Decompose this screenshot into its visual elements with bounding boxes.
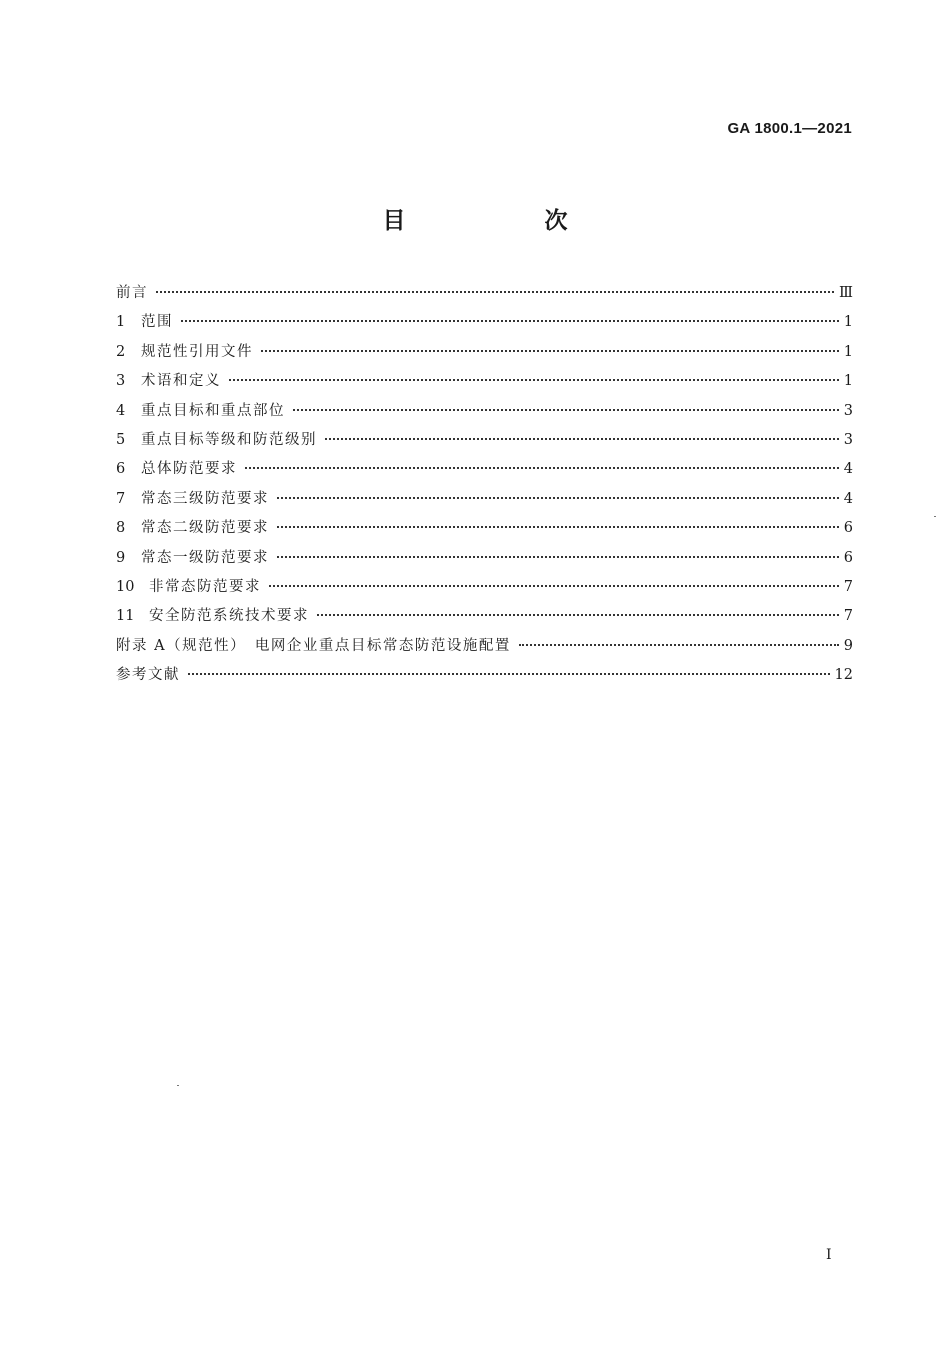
toc-entry-page: 4 [843, 490, 853, 507]
toc-entry-number: 11 [116, 608, 135, 625]
toc-entry-number: 6 [116, 461, 126, 478]
toc-entry-label: 术语和定义 [141, 373, 221, 390]
toc-entry-label: 常态二级防范要求 [141, 520, 269, 537]
dot-leader [261, 350, 839, 352]
toc-entry-page: 7 [843, 578, 853, 595]
toc-entry-5[interactable] [116, 426, 853, 455]
toc-entry-page: 1 [843, 373, 853, 390]
dot-leader [269, 585, 839, 587]
dot-leader [277, 497, 839, 499]
toc-entry-label: 常态三级防范要求 [141, 490, 269, 507]
toc-entry-page: 9 [843, 637, 853, 654]
dot-leader [519, 644, 839, 646]
dot-leader [245, 467, 839, 469]
toc-entry-number: 10 [116, 578, 135, 595]
toc-entry-3[interactable] [116, 367, 853, 396]
dot-leader [156, 291, 834, 293]
dot-leader [277, 526, 839, 528]
toc-entry-9[interactable] [116, 544, 853, 573]
toc-entry-number: 5 [116, 431, 126, 448]
dot-leader [277, 556, 839, 558]
scan-speck [934, 516, 936, 517]
toc-entry-page: 3 [843, 431, 853, 448]
toc-entry-label: 常态一级防范要求 [141, 549, 269, 566]
toc-entry-page: 6 [843, 549, 853, 566]
toc-entry-7[interactable] [116, 485, 853, 514]
toc-entry-page: 12 [834, 667, 853, 684]
toc-entry-number: 9 [116, 549, 126, 566]
toc-entry-number: 1 [116, 314, 126, 331]
dot-leader [188, 673, 830, 675]
standard-code: GA 1800.1—2021 [727, 120, 852, 137]
toc-entry-label: 附录 A（规范性） 电网企业重点目标常态防范设施配置 [116, 637, 511, 654]
toc-entry-number: 2 [116, 343, 126, 360]
toc-entry-page: 4 [843, 461, 853, 478]
dot-leader [229, 379, 839, 381]
scan-speck [177, 1085, 179, 1086]
toc-entry-label: 重点目标和重点部位 [141, 402, 285, 419]
toc-entry-2[interactable] [116, 338, 853, 367]
toc-entry-4[interactable] [116, 397, 853, 426]
toc-entry-11[interactable] [116, 602, 853, 631]
toc-entry-label: 总体防范要求 [141, 461, 237, 478]
toc-entry-label: 非常态防范要求 [149, 578, 261, 595]
toc-entry-page: 3 [843, 402, 853, 419]
toc-entry-bibliography[interactable] [116, 661, 853, 690]
page-number: I [826, 1247, 832, 1263]
toc-entry-annex-a[interactable] [116, 632, 853, 661]
toc-entry-number: 7 [116, 490, 126, 507]
toc-entry-label: 范围 [141, 314, 173, 331]
toc-entry-label: 重点目标等级和防范级别 [141, 431, 317, 448]
toc-entry-number: 8 [116, 520, 126, 537]
toc-entry-1[interactable] [116, 308, 853, 337]
toc-entry-6[interactable] [116, 455, 853, 484]
dot-leader [293, 409, 839, 411]
toc-entry-page: 6 [843, 520, 853, 537]
toc-entry-8[interactable] [116, 514, 853, 543]
dot-leader [317, 614, 839, 616]
toc-title: 目 次 [382, 208, 626, 234]
toc-entry-label: 规范性引用文件 [141, 343, 253, 360]
toc-entry-page: 1 [843, 343, 853, 360]
dot-leader [325, 438, 839, 440]
toc-entry-foreword[interactable] [116, 279, 853, 308]
toc-entry-label: 安全防范系统技术要求 [149, 608, 309, 625]
toc-entry-10[interactable] [116, 573, 853, 602]
toc-entry-number: 3 [116, 373, 126, 390]
toc-entry-label: 参考文献 [116, 667, 180, 684]
toc-entry-page: 7 [843, 608, 853, 625]
toc-entry-number: 4 [116, 402, 126, 419]
toc-entry-page: Ⅲ [839, 285, 853, 301]
toc-entry-page: 1 [843, 314, 853, 331]
dot-leader [181, 320, 839, 322]
table-of-contents [116, 279, 853, 690]
toc-entry-label: 前言 [116, 285, 148, 301]
